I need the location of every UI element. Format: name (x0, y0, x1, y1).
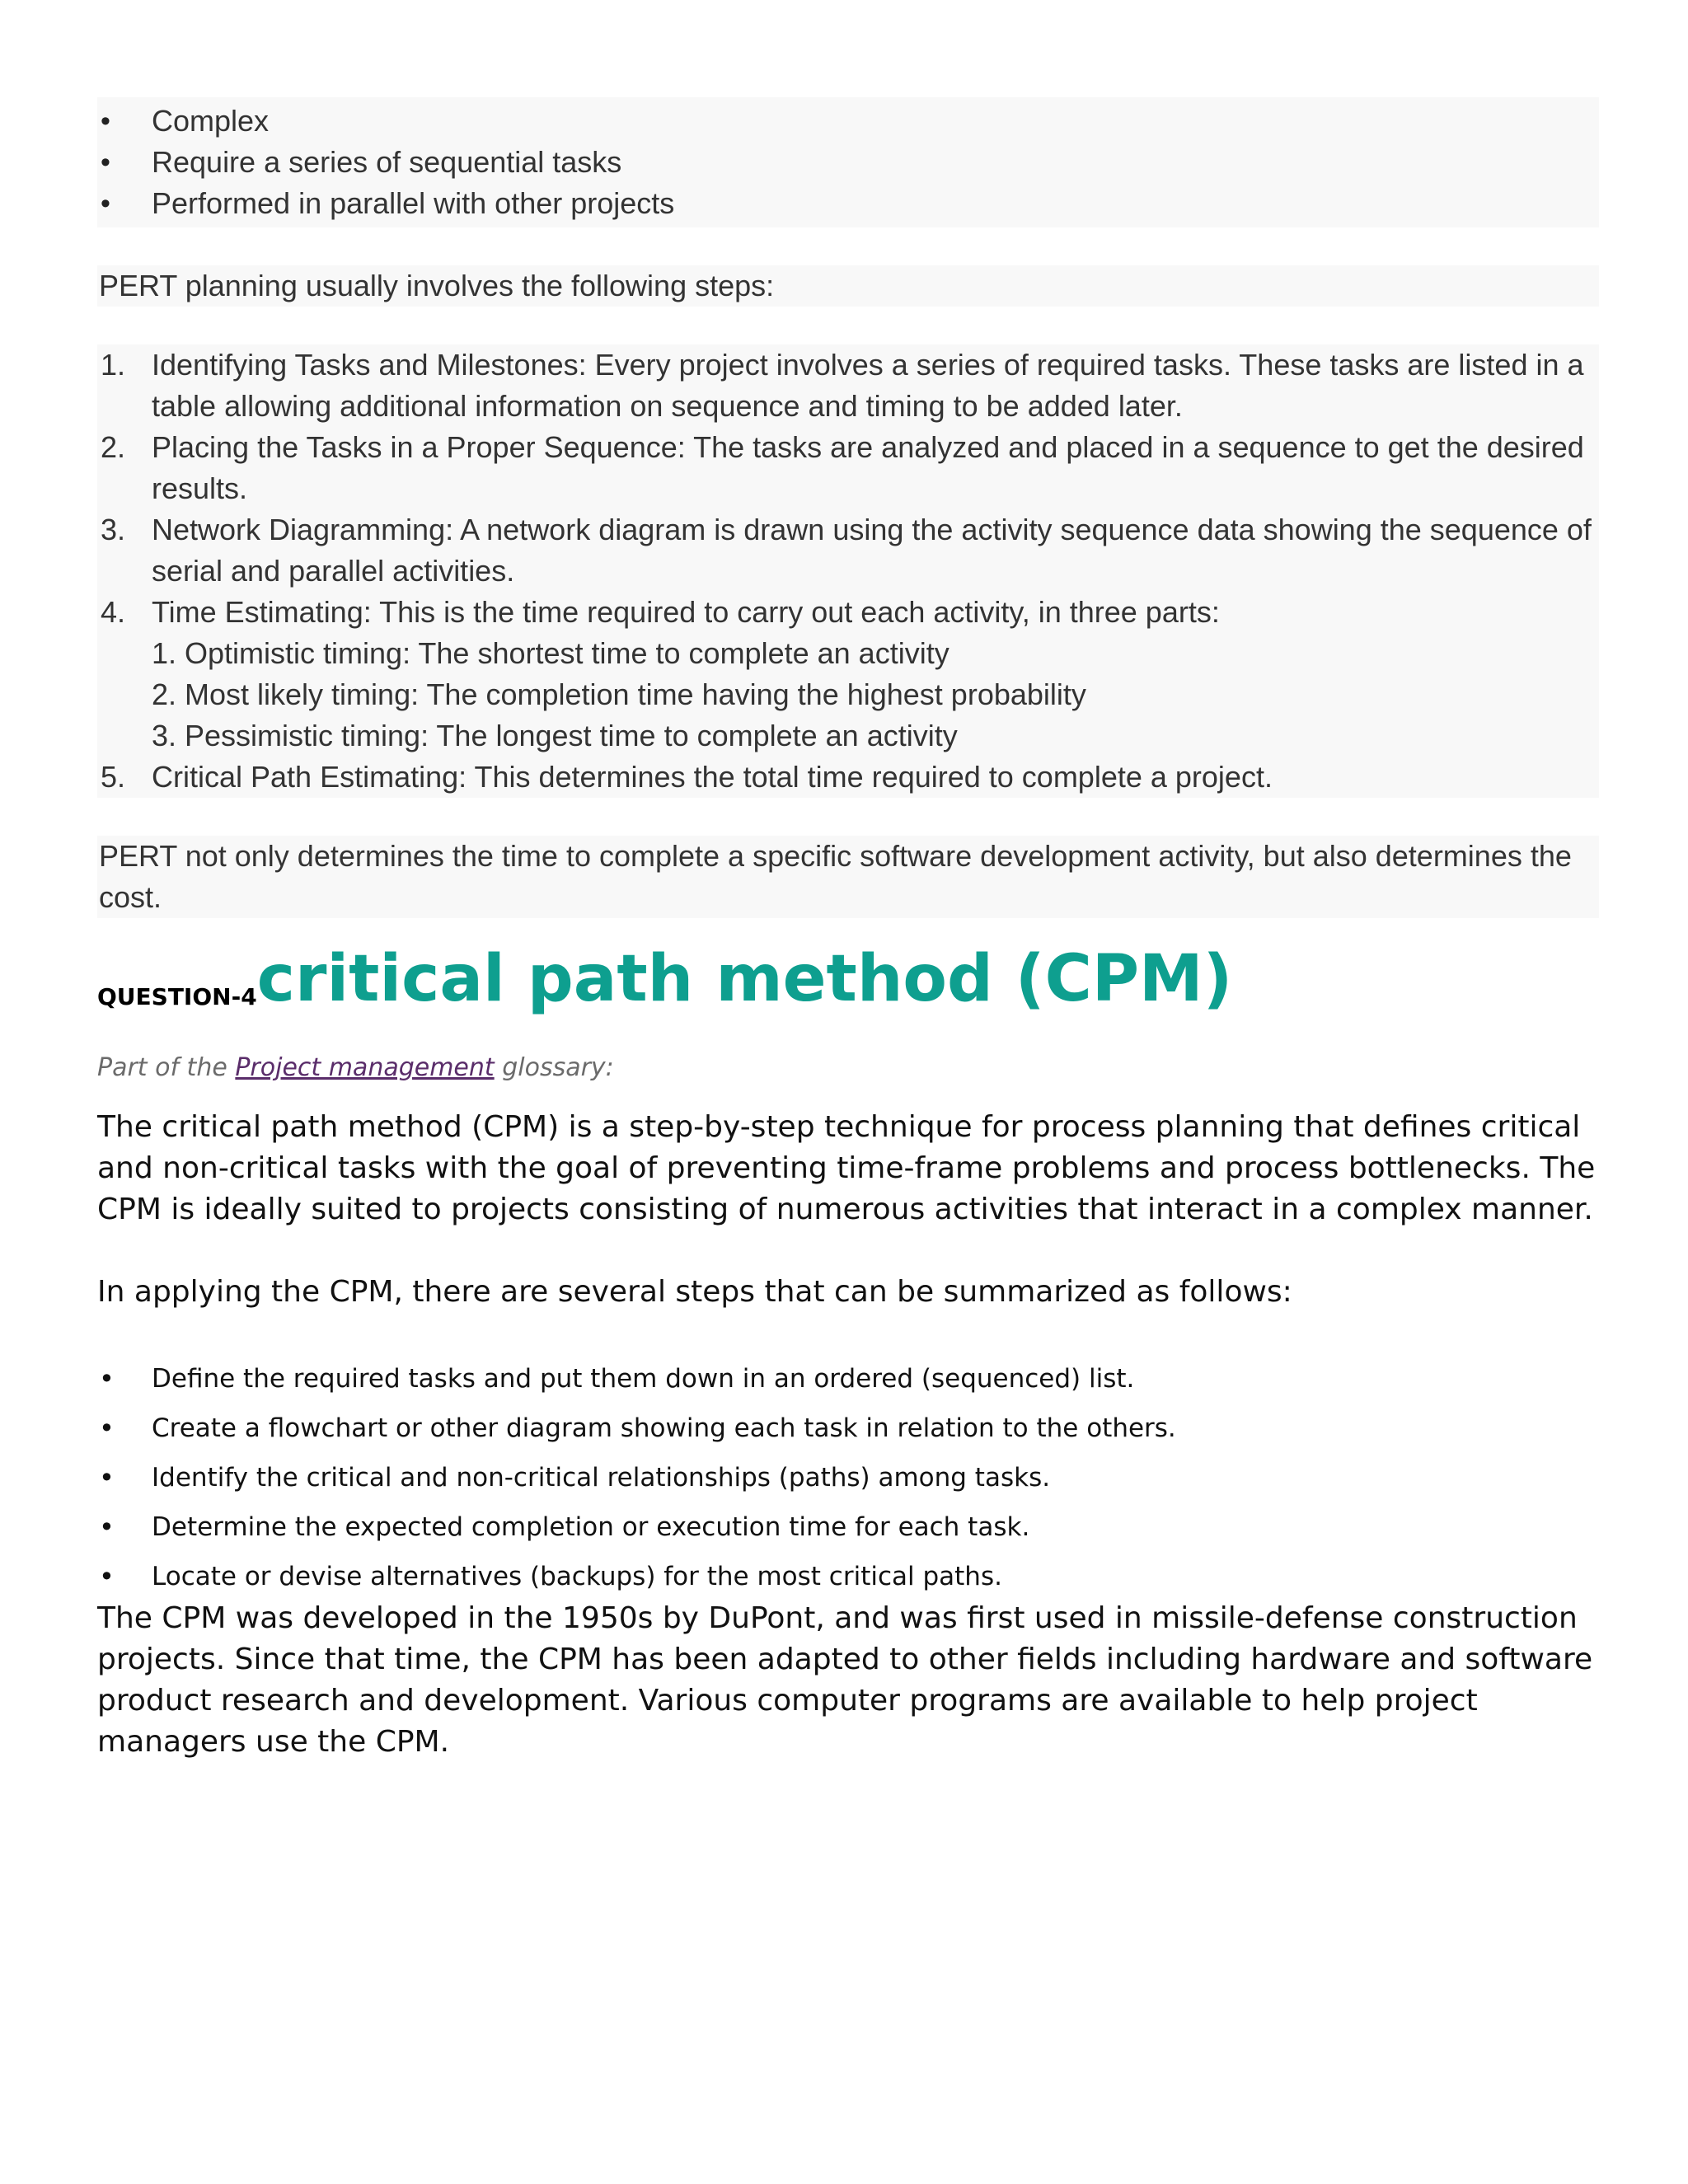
glossary-prefix: Part of the (97, 1053, 227, 1082)
pert-intro-paragraph: PERT planning usually involves the following steps: (97, 265, 1599, 307)
list-item (97, 509, 1599, 592)
cpm-definition-paragraph: The critical path method (CPM) is a step-by-step technique for process planning that defines critical and non-critical tasks with the goal of preventing time-frame problems and process bottlenecks. The CPM is ideally suited to projects consisting of numerous activities that interact in a complex manner. (97, 1110, 1596, 1226)
list-item (97, 344, 1599, 427)
list-item: • Complex (97, 101, 1599, 142)
list-item: 3. Pessimistic timing: The longest time to complete an activity (152, 719, 958, 752)
list-item (97, 592, 1599, 757)
step-text: Network Diagramming: A network diagram is drawn using the activity sequence data showing the sequence of serial and parallel activities. (152, 513, 1592, 588)
glossary-note (97, 1053, 1599, 1082)
list-item (97, 427, 1599, 509)
cpm-history-paragraph: The CPM was developed in the 1950s by DuPont, and was first used in missile-defense construction projects. Since that time, the CPM has been adapted to other fields including hardware and software product research and development. Various computer programs are available to help project managers use the CPM. (97, 1601, 1593, 1759)
list-item: • Determine the expected completion or execution time for each task. (97, 1502, 1599, 1552)
step-number: 1. (101, 348, 126, 382)
list-item: • Performed in parallel with other projects (97, 183, 1599, 224)
list-item (97, 757, 1599, 798)
list-item: • Identify the critical and non-critical relationships (paths) among tasks. (97, 1453, 1599, 1502)
list-item: • Define the required tasks and put them down in an ordered (sequenced) list. (97, 1354, 1599, 1404)
list-item: • Require a series of sequential tasks (97, 142, 1599, 183)
project-traits-list (97, 97, 1599, 227)
list-item: • Create a flowchart or other diagram showing each task in relation to the others. (97, 1404, 1599, 1453)
step-number: 3. (101, 513, 126, 546)
question-label: QUESTION-4 (97, 983, 257, 1010)
pert-steps-list (97, 344, 1599, 798)
page-title: critical path method (CPM) (256, 942, 1233, 1016)
list-item: • Locate or devise alternatives (backups) for the most critical paths. (97, 1552, 1599, 1601)
question-heading (97, 936, 1599, 1022)
step-text: Identifying Tasks and Milestones: Every project involves a series of required tasks. These tasks are listed in a table allowing additional information on sequence and timing to be added later. (152, 348, 1584, 423)
glossary-suffix: glossary: (502, 1053, 614, 1082)
pert-cost-paragraph: PERT not only determines the time to complete a specific software development activity, but also determines the cost. (97, 836, 1599, 918)
step-number: 4. (101, 595, 126, 629)
step-text: Time Estimating: This is the time required to carry out each activity, in three parts: (152, 595, 1220, 629)
step-number: 5. (101, 760, 126, 794)
timing-substeps-list (152, 633, 1599, 757)
project-management-link[interactable]: Project management (235, 1053, 495, 1082)
step-number: 2. (101, 430, 126, 464)
step-text: Critical Path Estimating: This determines the total time required to complete a project. (152, 760, 1273, 794)
document-page (97, 97, 1599, 1763)
list-item: 2. Most likely timing: The completion time having the highest probability (152, 677, 1086, 711)
list-item: 1. Optimistic timing: The shortest time to complete an activity (152, 636, 950, 670)
step-text: Placing the Tasks in a Proper Sequence: The tasks are analyzed and placed in a sequence to get the desired results. (152, 430, 1584, 505)
cpm-steps-list (97, 1354, 1599, 1601)
cpm-steps-intro: In applying the CPM, there are several steps that can be summarized as follows: (97, 1275, 1292, 1309)
